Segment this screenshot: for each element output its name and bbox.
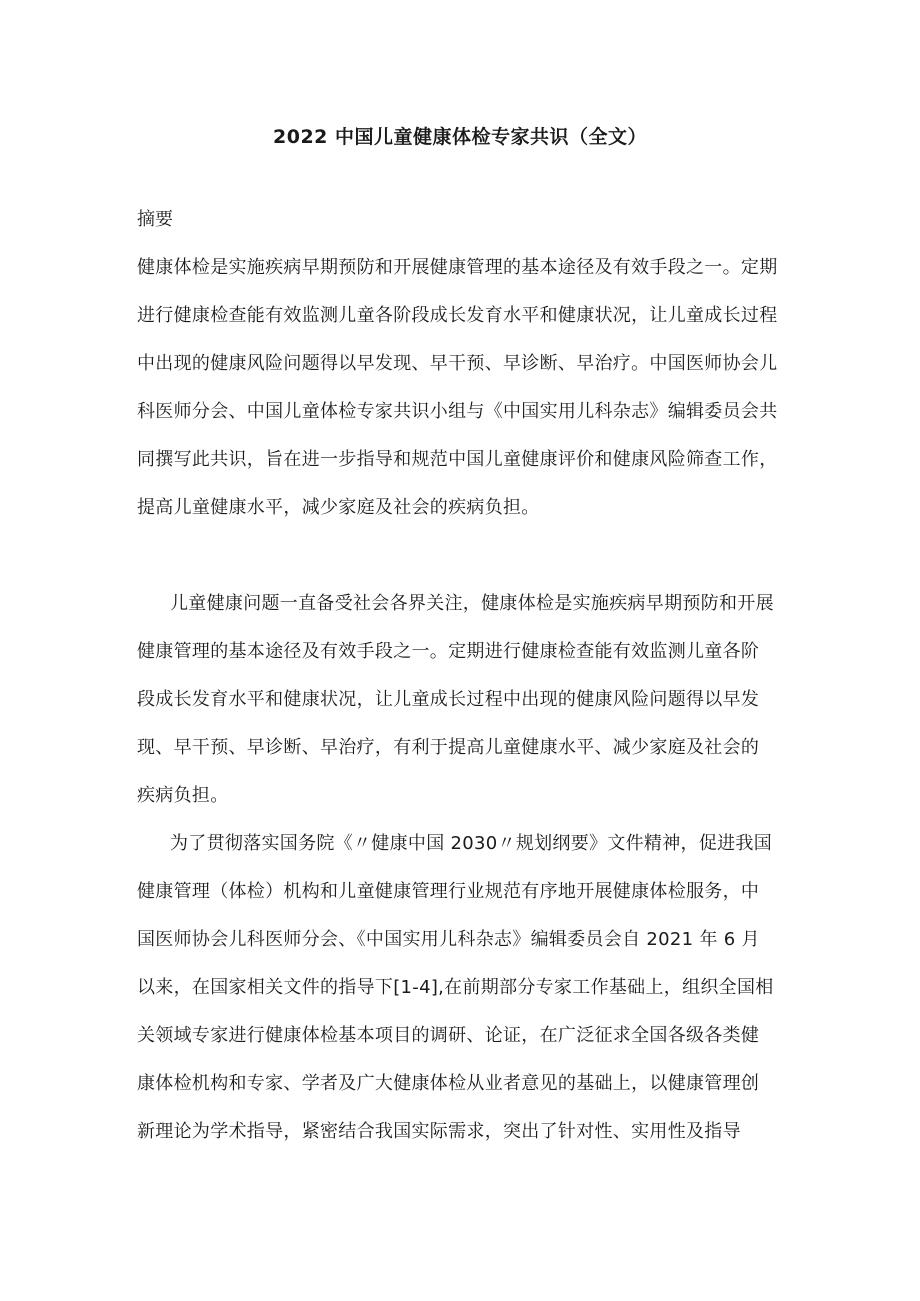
paragraph-line: 儿童健康问题一直备受社会各界关注，健康体检是实施疾病早期预防和开展 (170, 593, 774, 614)
paragraph-line: 疾病负担。 (137, 785, 229, 806)
paragraph-line: 康体检机构和专家、学者及广大健康体检从业者意见的基础上，以健康管理创 (137, 1073, 760, 1094)
paragraph-line: 以来，在国家相关文件的指导下[1-4],在前期部分专家工作基础上，组织全国相 (137, 977, 774, 998)
paragraph-line: 现、早干预、早诊断、早治疗，有利于提高儿童健康水平、减少家庭及社会的 (137, 737, 760, 758)
paragraph-line: 健康管理（体检）机构和儿童健康管理行业规范有序地开展健康体检服务，中 (137, 881, 760, 902)
abstract-line: 健康体检是实施疾病早期预防和开展健康管理的基本途径及有效手段之一。定期 (137, 257, 778, 278)
abstract-line: 提高儿童健康水平，减少家庭及社会的疾病负担。 (137, 497, 540, 518)
abstract-line: 科医师分会、中国儿童体检专家共识小组与《中国实用儿科杂志》编辑委员会共 (137, 401, 778, 422)
abstract-line: 同撰写此共识，旨在进一步指导和规范中国儿童健康评价和健康风险筛查工作， (137, 449, 778, 470)
paragraph-line: 健康管理的基本途径及有效手段之一。定期进行健康检查能有效监测儿童各阶 (137, 641, 760, 662)
paragraph-line: 国医师协会儿科医师分会、《中国实用儿科杂志》编辑委员会自 2021 年 6 月 (137, 929, 760, 950)
abstract-line: 进行健康检查能有效监测儿童各阶段成长发育水平和健康状况，让儿童成长过程 (137, 305, 778, 326)
paragraph-line: 段成长发育水平和健康状况，让儿童成长过程中出现的健康风险问题得以早发 (137, 689, 760, 710)
abstract-line: 中出现的健康风险问题得以早发现、早干预、早诊断、早治疗。中国医师协会儿 (137, 353, 778, 374)
paragraph-line: 为了贯彻落实国务院《〃健康中国 2030〃规划纲要》文件精神，促进我国 (170, 833, 773, 854)
document-title: 2022 中国儿童健康体检专家共识（全文） (273, 126, 647, 148)
paragraph-line: 新理论为学术指导，紧密结合我国实际需求，突出了针对性、实用性及指导 (137, 1121, 741, 1142)
paragraph-line: 关领域专家进行健康体检基本项目的调研、论证，在广泛征求全国各级各类健 (137, 1025, 760, 1046)
abstract-heading: 摘要 (137, 209, 173, 230)
